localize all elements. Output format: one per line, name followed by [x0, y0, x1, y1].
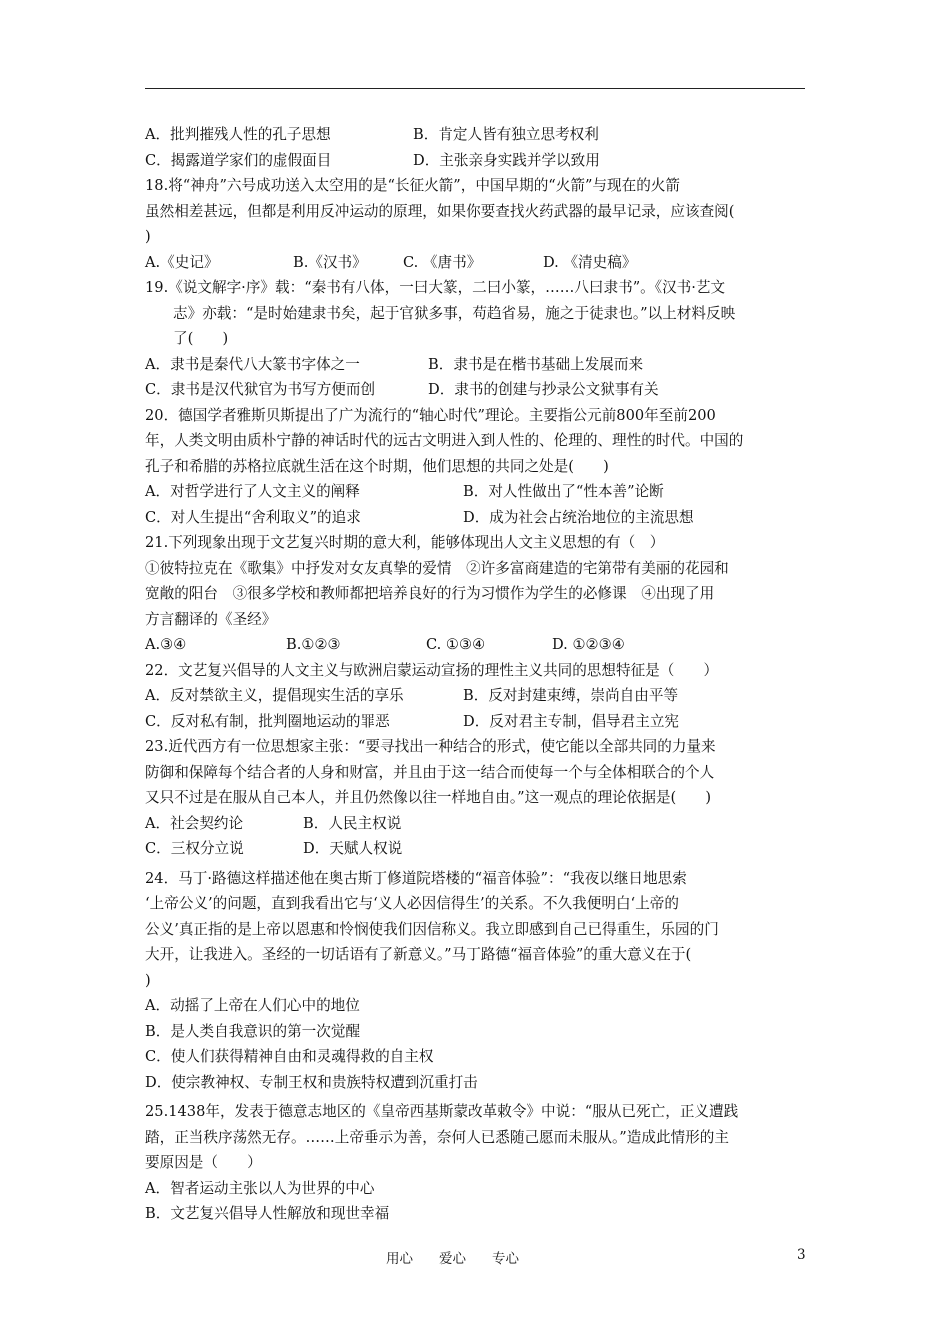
- q19-option-d: D．隶书的创建与抄录公文狱事有关: [428, 381, 659, 398]
- q23-stem-line1: 23.近代西方有一位思想家主张：“要寻找出一种结合的形式，使它能以全部共同的力量来: [145, 738, 716, 755]
- q23-options-row1: [145, 811, 807, 837]
- q18-option-a: A.《史记》: [145, 253, 219, 271]
- q20-option-c: C．对人生提出“舍利取义”的追求: [145, 508, 361, 526]
- q21-option-b: B.①②③: [286, 636, 341, 653]
- q20-option-b: B．对人性做出了“性本善”论断: [463, 483, 664, 500]
- q23-options-row2: [145, 836, 807, 862]
- q24-stem-line2: ‘上帝公义’的问题，直到我看出它与‘义人必因信得生’的关系。不久我便明白‘上帝的: [145, 895, 679, 912]
- q20-stem-line2: 年，人类文明由质朴宁静的神话时代的远古文明进入到人性的、伦理的、理性的时代。中国的: [145, 432, 744, 449]
- q19-options-row1: [145, 352, 807, 378]
- q23-option-b: B．人民主权说: [303, 814, 402, 832]
- q21-option-a: A.③④: [145, 636, 187, 653]
- q19-option-b: B．隶书是在楷书基础上发展而来: [428, 355, 644, 373]
- q21-stem-line3: 宽敞的阳台 ③很多学校和教师都把培养良好的行为习惯作为学生的必修课 ④出现了用: [145, 585, 715, 602]
- q23-option-a: A．社会契约论: [145, 814, 244, 832]
- footer-word-1: 用心: [386, 1251, 413, 1267]
- header-rule: [145, 88, 805, 89]
- page-content: [145, 122, 807, 1227]
- q23-option-d: D．天赋人权说: [303, 840, 403, 857]
- q24-stem-line5: ): [145, 971, 151, 989]
- q23-stem-line2: 防御和保障每个结合者的人身和财富，并且由于这一结合而使每一个与全体相联合的个人: [145, 763, 715, 781]
- q24-option-b: B．是人类自我意识的第一次觉醒: [145, 1022, 361, 1040]
- q20-options-row1: [145, 479, 807, 505]
- q25-option-b: B．文艺复兴倡导人性解放和现世幸福: [145, 1205, 390, 1222]
- q20-options-row2: [145, 505, 807, 531]
- q17-option-b: B．肯定人皆有独立思考权利: [413, 126, 599, 143]
- q19-stem-line2: 志》亦载：“是时始建隶书矣，起于官狱多事，苟趋省易，施之于徒隶也。”以上材料反映: [173, 304, 736, 322]
- q19-options-row2: [145, 377, 807, 403]
- q25-stem-line1: 25.1438年，发表于德意志地区的《皇帝西基斯蒙改革敕令》中说：“服从已死亡，正义遭践: [145, 1103, 739, 1120]
- q17-option-c: C．揭露道学家们的虚假面目: [145, 151, 332, 169]
- q18-stem-line1: 18.将“神舟”六号成功送入太空用的是“长征火箭”，中国早期的“火箭”与现在的火箭: [145, 177, 680, 194]
- q22-option-a: A．反对禁欲主义，提倡现实生活的享乐: [145, 687, 404, 704]
- q25-stem-line2: 踏，正当秩序荡然无存。……上帝垂示为善，奈何人已悉随己愿而未服从。”造成此情形的主: [145, 1128, 729, 1146]
- page-number: 3: [797, 1247, 806, 1263]
- q21-stem-line2: ①彼特拉克在《歌集》中抒发对女友真挚的爱情 ②许多富商建造的宅第带有美丽的花园和: [145, 559, 729, 577]
- q22-option-c: C．反对私有制，批判圈地运动的罪恶: [145, 712, 390, 730]
- q24-stem-line3: 公义’真正指的是上帝以恩惠和怜悯使我们因信称义。我立即感到自己已得重生，乐园的门: [145, 920, 719, 938]
- q21-option-d: D. ①②③④: [552, 636, 625, 653]
- q23-stem-line3: 又只不过是在服从自己本人，并且仍然像以往一样地自由。”这一观点的理论依据是( ): [145, 789, 712, 806]
- q18-stem-line2: 虽然相差甚远，但都是利用反冲运动的原理，如果你要查找火药武器的最早记录，应该查阅(: [145, 202, 735, 220]
- q20-option-a: A．对哲学进行了人文主义的阐释: [145, 483, 360, 500]
- q25-stem-line3: 要原因是（ ）: [145, 1154, 262, 1171]
- q21-option-c: C. ①③④: [426, 636, 486, 653]
- q24-option-a: A．动摇了上帝在人们心中的地位: [145, 997, 360, 1014]
- q19-stem-line1: 19.《说文解字·序》载：“秦书有八体，一曰大篆，二曰小篆，……八曰隶书”。《汉书·艺文: [145, 279, 726, 296]
- q20-stem-line3: 孔子和希腊的苏格拉底就生活在这个时期，他们思想的共同之处是( ): [145, 457, 609, 475]
- q22-options-row2: [145, 709, 807, 735]
- q18-stem-line3: ): [145, 228, 151, 245]
- q22-stem-line1: 22．文艺复兴倡导的人文主义与欧洲启蒙运动宣扬的理性主义共同的思想特征是（ ）: [145, 661, 719, 679]
- footer-motto: [386, 1247, 545, 1267]
- q17-options-row2: [145, 148, 807, 174]
- q24-option-c: C．使人们获得精神自由和灵魂得救的自主权: [145, 1048, 434, 1065]
- q22-options-row1: [145, 683, 807, 709]
- q24-stem-line1: 24．马丁·路德这样描述他在奥古斯丁修道院塔楼的“福音体验”：“我夜以继日地思索: [145, 869, 687, 887]
- q24-option-d: D．使宗教神权、专制王权和贵族特权遭到沉重打击: [145, 1073, 478, 1091]
- q21-stem-line1: 21.下列现象出现于文艺复兴时期的意大利，能够体现出人文主义思想的有（ ）: [145, 534, 665, 551]
- q17-options-row1: [145, 122, 807, 148]
- q17-option-d: D．主张亲身实践并学以致用: [413, 151, 600, 169]
- q22-option-b: B．反对封建束缚，崇尚自由平等: [463, 687, 679, 704]
- footer-word-3: 专心: [492, 1251, 519, 1267]
- q20-option-d: D．成为社会占统治地位的主流思想: [463, 508, 694, 526]
- q19-option-a: A．隶书是秦代八大篆书字体之一: [145, 355, 360, 373]
- q23-option-c: C．三权分立说: [145, 840, 244, 857]
- q20-stem-line1: 20．德国学者雅斯贝斯提出了广为流行的“轴心时代”理论。主要指公元前800年至前200: [145, 406, 716, 424]
- q18-option-c: C. 《唐书》: [403, 253, 482, 271]
- footer-word-2: 爱心: [439, 1251, 466, 1267]
- q19-option-c: C．隶书是汉代狱官为书写方便而创: [145, 381, 376, 398]
- q18-option-b: B.《汉书》: [293, 253, 367, 271]
- q18-options: [145, 250, 807, 276]
- q25-option-a: A．智者运动主张以人为世界的中心: [145, 1179, 375, 1197]
- q18-option-d: D. 《清史稿》: [543, 253, 637, 271]
- q22-option-d: D．反对君主专制，倡导君主立宪: [463, 712, 680, 730]
- q21-stem-line4: 方言翻译的《圣经》: [145, 610, 277, 628]
- q19-stem-line3: 了( ): [173, 330, 229, 347]
- q24-stem-line4: 大开，让我进入。圣经的一切话语有了新意义。”马丁路德“福音体验”的重大意义在于(: [145, 946, 692, 963]
- q21-options: [145, 632, 807, 658]
- q17-option-a: A．批判摧残人性的孔子思想: [145, 126, 331, 143]
